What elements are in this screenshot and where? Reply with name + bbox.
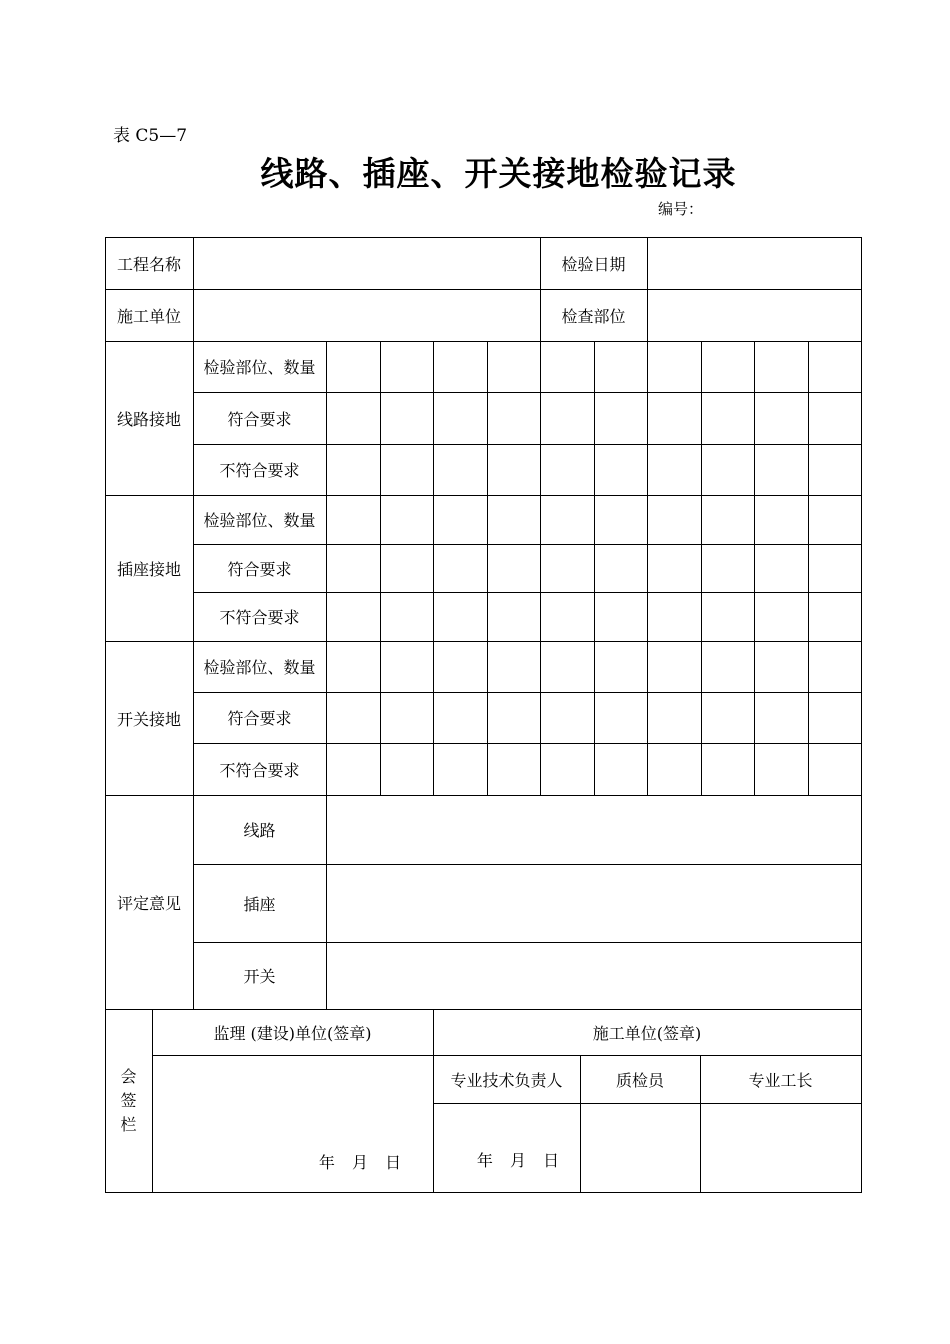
inspect-date-field[interactable]: [647, 237, 861, 289]
grid-entry-cell[interactable]: [808, 444, 861, 495]
assessment-socket-field[interactable]: [326, 864, 861, 942]
grid-entry-cell[interactable]: [701, 743, 754, 795]
inspect-date-label: 检验日期: [561, 254, 626, 274]
grid-entry-cell[interactable]: [487, 544, 540, 592]
grid-entry-cell[interactable]: [540, 341, 594, 392]
grid-entry-cell[interactable]: [754, 641, 808, 692]
grid-entry-cell[interactable]: [754, 544, 808, 592]
row-label-compliant: 符合要求: [227, 409, 292, 429]
supervision-unit-header: 监理 (建设)单位(签章): [213, 1023, 372, 1043]
form-code: 表 C5—7: [113, 126, 188, 146]
grid-entry-cell[interactable]: [380, 444, 433, 495]
signoff-label-char: 栏: [120, 1114, 137, 1134]
grid-entry-cell[interactable]: [701, 444, 754, 495]
grid-entry-cell[interactable]: [487, 743, 540, 795]
row-label-location-qty: 检验部位、数量: [203, 658, 316, 677]
grid-entry-cell[interactable]: [540, 743, 594, 795]
grid-entry-cell[interactable]: [487, 641, 540, 692]
grid-entry-cell[interactable]: [326, 641, 380, 692]
grid-entry-cell[interactable]: [701, 592, 754, 641]
grid-entry-cell[interactable]: [326, 444, 380, 495]
qc-inspector-signature-area[interactable]: [580, 1103, 700, 1192]
grid-entry-cell[interactable]: [808, 592, 861, 641]
grid-entry-cell[interactable]: [594, 341, 647, 392]
grid-entry-cell[interactable]: [754, 444, 808, 495]
grid-entry-cell[interactable]: [433, 341, 487, 392]
grid-entry-cell[interactable]: [808, 641, 861, 692]
signoff-label: [105, 1009, 152, 1192]
row-label-location-qty: 检验部位、数量: [203, 358, 316, 377]
grid-entry-cell[interactable]: [326, 692, 380, 743]
grid-entry-cell[interactable]: [754, 692, 808, 743]
grid-entry-cell[interactable]: [808, 743, 861, 795]
grid-entry-cell[interactable]: [326, 544, 380, 592]
grid-entry-cell[interactable]: [380, 341, 433, 392]
grid-entry-cell[interactable]: [647, 592, 701, 641]
grid-entry-cell[interactable]: [647, 692, 701, 743]
grid-entry-cell[interactable]: [754, 495, 808, 544]
row-label-noncompliant: 不符合要求: [219, 608, 300, 627]
grid-entry-cell[interactable]: [433, 444, 487, 495]
grid-entry-cell[interactable]: [594, 392, 647, 444]
grid-entry-cell[interactable]: [380, 544, 433, 592]
grid-entry-cell[interactable]: [487, 495, 540, 544]
construction-unit-header: 施工单位(签章): [592, 1023, 702, 1043]
grid-entry-cell[interactable]: [808, 392, 861, 444]
grid-entry-cell[interactable]: [326, 743, 380, 795]
grid-entry-cell[interactable]: [701, 341, 754, 392]
grid-entry-cell[interactable]: [701, 692, 754, 743]
signoff-label-char: 签: [120, 1090, 137, 1110]
grid-entry-cell[interactable]: [754, 743, 808, 795]
construction-date: 年 月 日: [476, 1150, 560, 1170]
grid-entry-cell[interactable]: [594, 444, 647, 495]
group-label-socket-grounding: 插座接地: [117, 559, 182, 579]
grid-entry-cell[interactable]: [808, 495, 861, 544]
grid-entry-cell[interactable]: [326, 341, 380, 392]
grid-entry-cell[interactable]: [326, 592, 380, 641]
grid-entry-cell[interactable]: [594, 743, 647, 795]
grid-entry-cell[interactable]: [754, 592, 808, 641]
grid-entry-cell[interactable]: [487, 341, 540, 392]
row-label-noncompliant: 不符合要求: [219, 461, 300, 480]
grid-entry-cell[interactable]: [701, 544, 754, 592]
grid-entry-cell[interactable]: [594, 495, 647, 544]
page-title: 线路、插座、开关接地检验记录: [260, 154, 737, 193]
grid-entry-cell[interactable]: [647, 544, 701, 592]
grid-entry-cell[interactable]: [540, 692, 594, 743]
grid-entry-cell[interactable]: [433, 592, 487, 641]
assessment-item-line: 线路: [243, 821, 276, 840]
grid-entry-cell[interactable]: [701, 495, 754, 544]
grid-entry-cell[interactable]: [594, 544, 647, 592]
assessment-switch-field[interactable]: [326, 942, 861, 1009]
supervision-date: 年 月 日: [318, 1152, 402, 1172]
grid-entry-cell[interactable]: [326, 495, 380, 544]
grid-entry-cell[interactable]: [647, 641, 701, 692]
foreman-signature-area[interactable]: [700, 1103, 861, 1192]
grid-entry-cell[interactable]: [647, 341, 701, 392]
grid-entry-cell[interactable]: [594, 592, 647, 641]
grid-entry-cell[interactable]: [594, 641, 647, 692]
grid-entry-cell[interactable]: [647, 495, 701, 544]
grid-entry-cell[interactable]: [326, 392, 380, 444]
grid-entry-cell[interactable]: [380, 495, 433, 544]
grid-entry-cell[interactable]: [701, 641, 754, 692]
row-label-compliant: 符合要求: [227, 559, 292, 579]
assessment-item-switch: 开关: [243, 967, 276, 986]
grid-entry-cell[interactable]: [433, 544, 487, 592]
grid-entry-cell[interactable]: [540, 444, 594, 495]
grid-entry-cell[interactable]: [487, 444, 540, 495]
serial-number-label: 编号：: [658, 200, 704, 218]
grid-entry-cell[interactable]: [540, 495, 594, 544]
grid-entry-cell[interactable]: [540, 544, 594, 592]
grid-entry-cell[interactable]: [433, 641, 487, 692]
grid-entry-cell[interactable]: [808, 544, 861, 592]
grid-entry-cell[interactable]: [380, 692, 433, 743]
grid-entry-cell[interactable]: [808, 341, 861, 392]
assessment-label: 评定意见: [117, 893, 182, 913]
signoff-label-char: 会: [120, 1066, 137, 1086]
grid-entry-cell[interactable]: [487, 592, 540, 641]
grid-entry-cell[interactable]: [433, 692, 487, 743]
grid-entry-cell[interactable]: [487, 392, 540, 444]
assessment-line-field[interactable]: [326, 795, 861, 864]
grid-entry-cell[interactable]: [380, 392, 433, 444]
grid-entry-cell[interactable]: [380, 641, 433, 692]
grid-entry-cell[interactable]: [594, 692, 647, 743]
tech-lead-header: 专业技术负责人: [450, 1070, 563, 1090]
grid-entry-cell[interactable]: [433, 743, 487, 795]
grid-entry-cell[interactable]: [380, 743, 433, 795]
grid-entry-cell[interactable]: [433, 495, 487, 544]
qc-inspector-header: 质检员: [615, 1070, 664, 1090]
grid-entry-cell[interactable]: [647, 444, 701, 495]
grid-entry-cell[interactable]: [433, 392, 487, 444]
project-name-field[interactable]: [193, 237, 540, 289]
project-name-label: 工程名称: [117, 254, 182, 274]
row-label-compliant: 符合要求: [227, 709, 292, 728]
group-label-switch-grounding: 开关接地: [117, 709, 182, 729]
grid-entry-cell[interactable]: [754, 392, 808, 444]
grid-entry-cell[interactable]: [701, 392, 754, 444]
grid-entry-cell[interactable]: [380, 592, 433, 641]
assessment-item-socket: 插座: [243, 894, 276, 914]
row-label-noncompliant: 不符合要求: [219, 760, 300, 780]
grid-entry-cell[interactable]: [487, 692, 540, 743]
grid-entry-cell[interactable]: [540, 641, 594, 692]
grid-entry-cell[interactable]: [540, 592, 594, 641]
contractor-field[interactable]: [193, 289, 540, 341]
check-location-field[interactable]: [647, 289, 861, 341]
contractor-label: 施工单位: [117, 306, 182, 326]
group-label-line-grounding: 线路接地: [117, 409, 182, 429]
grid-entry-cell[interactable]: [647, 743, 701, 795]
check-location-label: 检查部位: [561, 306, 626, 326]
foreman-header: 专业工长: [748, 1070, 813, 1090]
row-label-location-qty: 检验部位、数量: [203, 511, 316, 530]
grid-entry-cell[interactable]: [754, 341, 808, 392]
grid-entry-cell[interactable]: [540, 392, 594, 444]
grid-entry-cell[interactable]: [808, 692, 861, 743]
grid-entry-cell[interactable]: [647, 392, 701, 444]
